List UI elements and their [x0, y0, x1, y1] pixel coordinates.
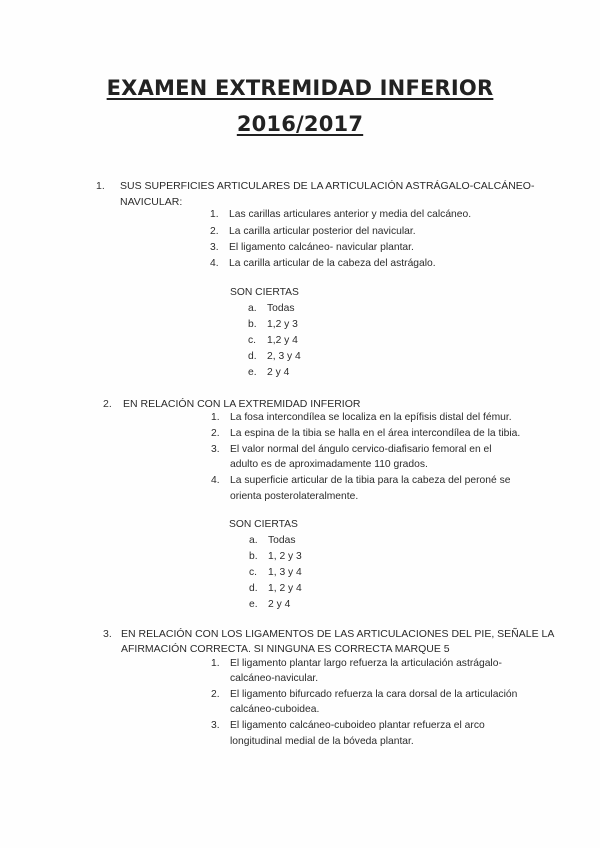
statement-number: 4.: [211, 475, 220, 486]
option-letter: b.: [248, 319, 257, 330]
statement-text: La carilla articular posterior del navicular.: [229, 226, 416, 237]
statement-number: 4.: [210, 258, 219, 269]
option-text: 1,2 y 4: [267, 335, 298, 346]
statement-text: La fosa intercondílea se localiza en la epífisis distal del fémur.: [230, 412, 512, 423]
option-letter: d.: [249, 583, 258, 594]
question-3-text-line-1: EN RELACIÓN CON LOS LIGAMENTOS DE LAS ARTICULACIONES DEL PIE, SEÑALE LA: [121, 628, 555, 640]
exam-year: 2016/2017: [236, 112, 364, 136]
question-1-text-line-1: SUS SUPERFICIES ARTICULARES DE LA ARTICULACIÓN ASTRÁGALO-CALCÁNEO-: [120, 180, 535, 192]
statement-number: 3.: [210, 242, 219, 253]
statement-text: La carilla articular de la cabeza del astrágalo.: [229, 258, 436, 269]
statement-number: 1.: [211, 658, 220, 669]
option-letter: b.: [249, 551, 258, 562]
statement-text: La superficie articular de la tibia para la cabeza del peroné se: [230, 475, 511, 486]
question-3-statement-1-line-2: calcáneo-navicular.: [230, 673, 319, 684]
option-text: 1, 2 y 4: [268, 583, 302, 594]
option-letter: d.: [248, 351, 257, 362]
statement-text: Las carillas articulares anterior y media del calcáneo.: [229, 209, 472, 220]
question-1-statement-4: [210, 256, 436, 272]
question-2-option-a[interactable]: [249, 535, 296, 546]
statement-text: El ligamento bifurcado refuerza la cara dorsal de la articulación: [230, 689, 518, 700]
statement-text: El ligamento calcáneo-cuboideo plantar refuerza el arco: [230, 720, 485, 731]
question-3-statement-3-line-2: longitudinal medial de la bóveda plantar.: [230, 736, 414, 747]
question-1-number: 1.: [96, 180, 105, 192]
option-letter: a.: [249, 535, 258, 546]
statement-text: El ligamento plantar largo refuerza la articulación astrágalo-: [230, 658, 502, 669]
option-text: 1,2 y 3: [267, 319, 298, 330]
question-1-option-b[interactable]: [248, 319, 298, 330]
statement-number: 1.: [211, 412, 220, 423]
question-1-option-d[interactable]: [248, 351, 301, 362]
statement-text: El ligamento calcáneo- navicular plantar.: [229, 242, 414, 253]
question-2-statement-1: [211, 410, 512, 426]
statement-number: 3.: [211, 444, 220, 455]
option-text: 1, 2 y 3: [268, 551, 302, 562]
question-2-statement-3-line-2: adulto es de aproximadamente 110 grados.: [230, 459, 428, 470]
option-letter: c.: [249, 567, 258, 578]
question-3-statement-3: [211, 718, 485, 734]
question-3-number: 3.: [103, 628, 112, 640]
option-text: 2, 3 y 4: [267, 351, 301, 362]
question-2-option-b[interactable]: [249, 551, 302, 562]
question-3-statement-1: [211, 656, 502, 672]
question-1-son-ciertas: SON CIERTAS: [230, 287, 299, 298]
statement-number: 2.: [211, 428, 220, 439]
question-1-statement-3: [210, 240, 414, 256]
statement-text: La espina de la tibia se halla en el área intercondílea de la tibia.: [230, 428, 521, 439]
option-text: 2 y 4: [267, 367, 290, 378]
question-3-text-line-2: AFIRMACIÓN CORRECTA. SI NINGUNA ES CORRECTA MARQUE 5: [121, 643, 450, 655]
statement-text: El valor normal del ángulo cervico-diafisario femoral en el: [230, 444, 492, 455]
question-1-statement-2: [210, 224, 416, 240]
option-letter: e.: [248, 367, 257, 378]
question-1-text-line-2: NAVICULAR:: [120, 196, 183, 208]
question-1-statement-1: [210, 207, 472, 223]
question-2-option-d[interactable]: [249, 583, 302, 594]
option-text: 2 y 4: [268, 599, 291, 610]
statement-number: 2.: [210, 226, 219, 237]
question-3-statement-2: [211, 687, 518, 703]
question-1-option-c[interactable]: [248, 335, 298, 346]
question-2-option-e[interactable]: [249, 599, 291, 610]
question-2-statement-4-line-2: orienta posterolateralmente.: [230, 491, 359, 502]
option-letter: c.: [248, 335, 257, 346]
option-text: 1, 3 y 4: [268, 567, 302, 578]
statement-number: 2.: [211, 689, 220, 700]
question-2-option-c[interactable]: [249, 567, 302, 578]
question-2-text-line-1: EN RELACIÓN CON LA EXTREMIDAD INFERIOR: [123, 398, 361, 410]
question-2-number: 2.: [103, 398, 112, 410]
question-2-statement-4: [211, 473, 511, 489]
option-text: Todas: [268, 535, 296, 546]
question-2-statement-3: [211, 442, 492, 458]
option-letter: e.: [249, 599, 258, 610]
statement-number: 1.: [210, 209, 219, 220]
statement-number: 3.: [211, 720, 220, 731]
question-2-son-ciertas: SON CIERTAS: [229, 519, 298, 530]
question-3-statement-2-line-2: calcáneo-cuboidea.: [230, 704, 320, 715]
exam-title: EXAMEN EXTREMIDAD INFERIOR: [106, 76, 494, 100]
question-2-statement-2: [211, 426, 521, 442]
option-letter: a.: [248, 303, 257, 314]
question-1-option-a[interactable]: [248, 303, 295, 314]
question-1-option-e[interactable]: [248, 367, 290, 378]
option-text: Todas: [267, 303, 295, 314]
